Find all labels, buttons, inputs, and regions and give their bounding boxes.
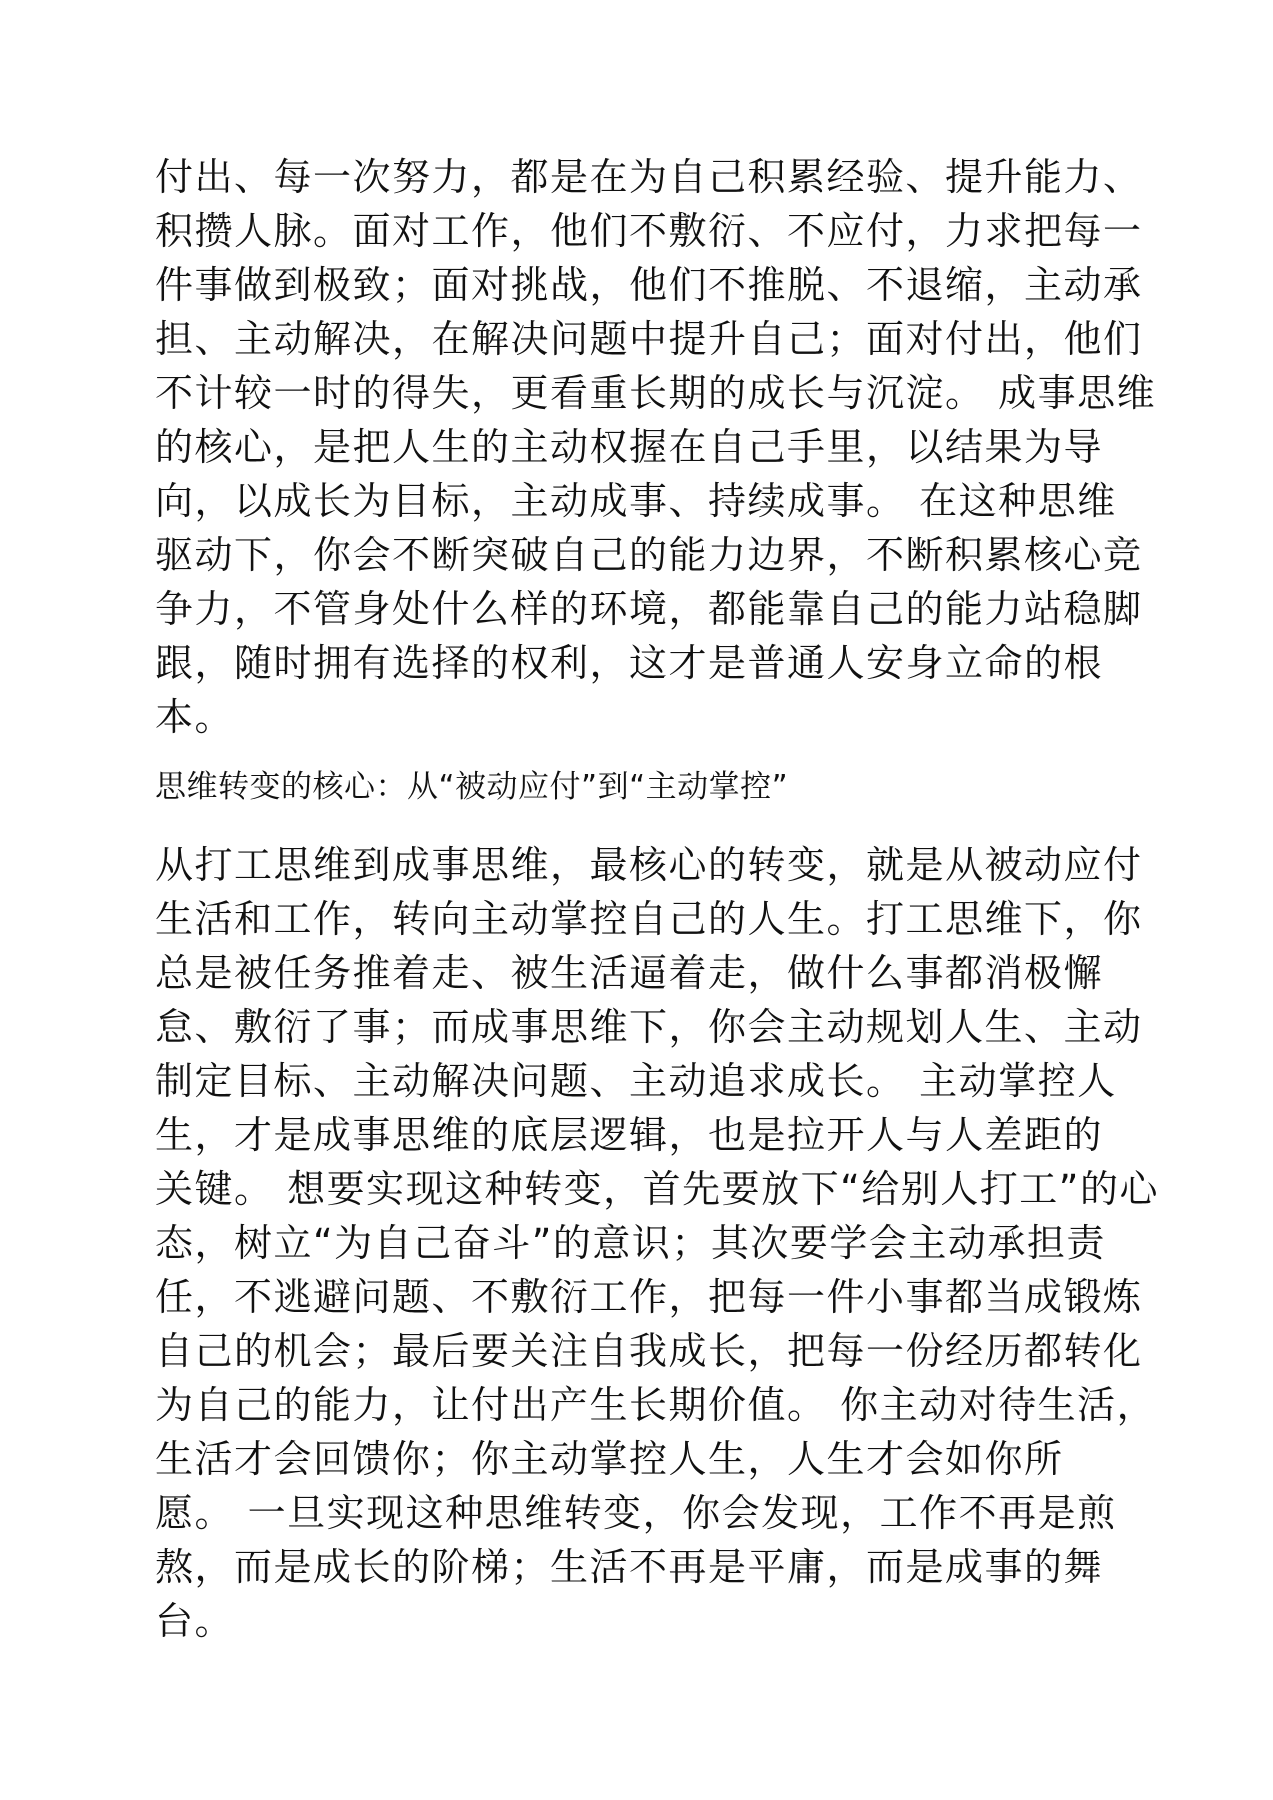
text-line: 生活和工作，转向主动掌控自己的人生。打工思维下，你 [155,897,1143,941]
text-line: 争力，不管身处什么样的环境，都能靠自己的能力站稳脚 [155,587,1143,631]
text-line: 为自己的能力，让付出产生长期价值。 你主动对待生活， [155,1383,1157,1427]
text-line: 制定目标、主动解决问题、主动追求成长。 主动掌控人 [155,1059,1117,1103]
text-line: 态，树立“为自己奋斗”的意识；其次要学会主动承担责 [155,1221,1106,1265]
text-line: 熬，而是成长的阶梯；生活不再是平庸，而是成事的舞 [155,1545,1104,1589]
text-line: 总是被任务推着走、被生活逼着走，做什么事都消极懈 [155,951,1104,995]
text-line: 本。 [155,695,235,739]
text-line: 从打工思维到成事思维，最核心的转变，就是从被动应付 [155,843,1143,887]
text-line: 台。 [155,1599,235,1643]
text-line: 的核心，是把人生的主动权握在自己手里，以结果为导 [155,425,1104,469]
text-line: 驱动下，你会不断突破自己的能力边界，不断积累核心竞 [155,533,1143,577]
text-line: 不计较一时的得失，更看重长期的成长与沉淀。 成事思维 [155,371,1157,415]
paragraph-1 [155,150,1157,744]
document-page [155,150,1159,1648]
text-line: 愿。 一旦实现这种思维转变，你会发现，工作不再是煎 [155,1491,1117,1535]
text-line: 积攒人脉。面对工作，他们不敷衍、不应付，力求把每一 [155,209,1143,253]
text-line: 担、主动解决，在解决问题中提升自己；面对付出，他们 [155,317,1143,361]
text-line: 关键。 想要实现这种转变，首先要放下“给别人打工”的心 [155,1167,1159,1211]
spacer [155,812,1135,838]
text-line: 跟，随时拥有选择的权利，这才是普通人安身立命的根 [155,641,1104,685]
text-line: 自己的机会；最后要关注自我成长，把每一份经历都转化 [155,1329,1143,1373]
text-line: 怠、敷衍了事；而成事思维下，你会主动规划人生、主动 [155,1005,1143,1049]
text-line: 生活才会回馈你；你主动掌控人生，人生才会如你所 [155,1437,1064,1481]
paragraph-2 [155,838,1159,1648]
text-line: 生，才是成事思维的底层逻辑，也是拉开人与人差距的 [155,1113,1104,1157]
section-heading: 思维转变的核心：从“被动应付”到“主动掌控” [155,769,789,805]
text-line: 付出、每一次努力，都是在为自己积累经验、提升能力、 [155,155,1143,199]
spacer [155,744,1135,762]
text-line: 任，不逃避问题、不敷衍工作，把每一件小事都当成锻炼 [155,1275,1143,1319]
text-line: 件事做到极致；面对挑战，他们不推脱、不退缩，主动承 [155,263,1143,307]
text-line: 向，以成长为目标，主动成事、持续成事。 在这种思维 [155,479,1117,523]
